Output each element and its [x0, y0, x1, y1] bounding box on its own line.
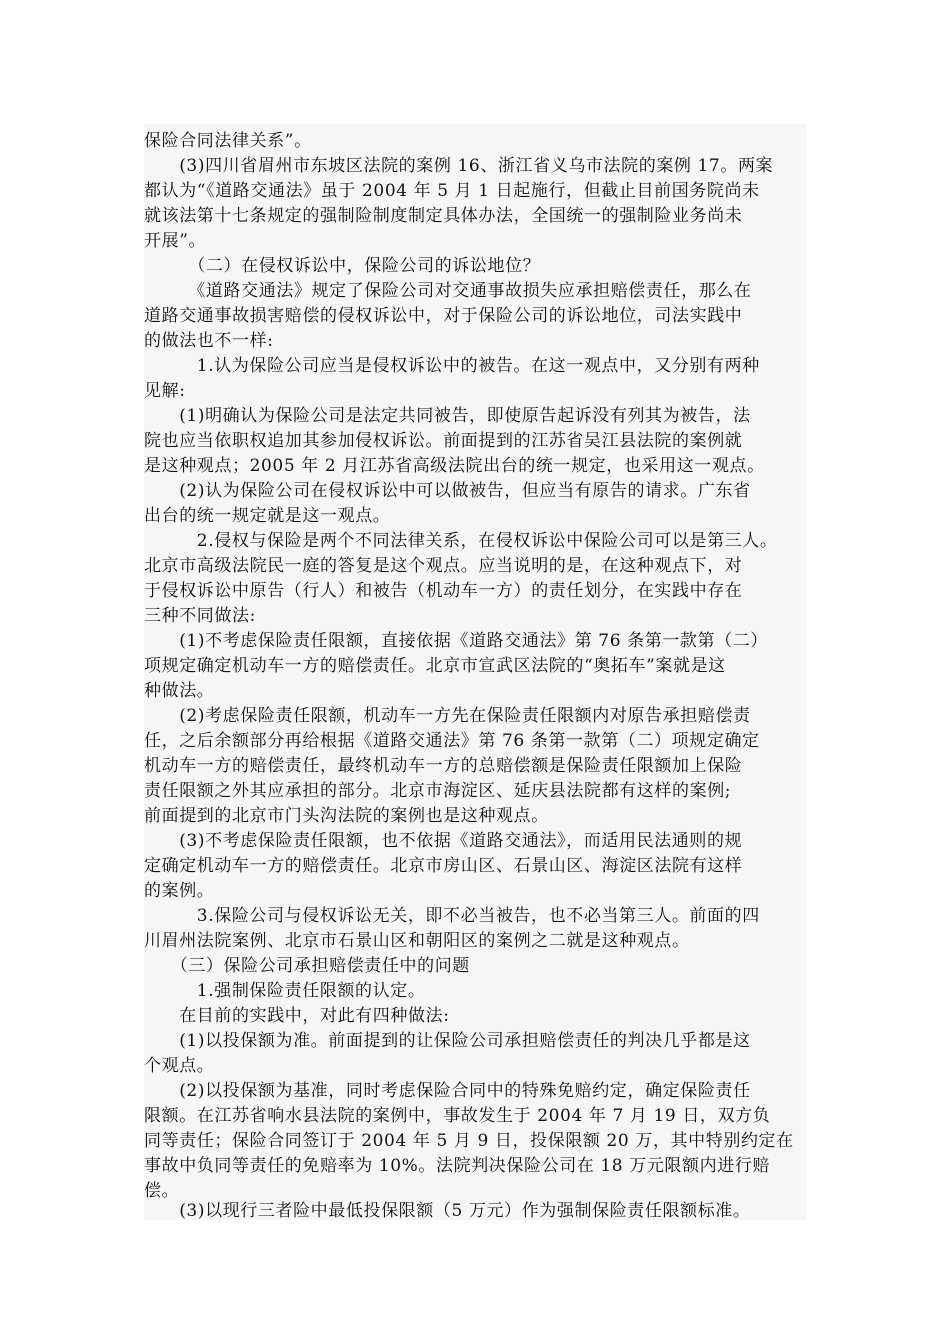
text-line: 道路交通事故损害赔偿的侵权诉讼中，对于保险公司的诉讼地位，司法实践中 [144, 306, 743, 326]
text-line: 个观点。 [144, 1056, 215, 1076]
text-line: (1)以投保额为准。前面提到的让保险公司承担赔偿责任的判决几乎都是这 [144, 1031, 751, 1051]
text-line: 见解: [144, 381, 186, 401]
text-line: 1.强制保险责任限额的认定。 [144, 981, 426, 1001]
section-heading: （二）在侵权诉讼中，保险公司的诉讼地位？ [144, 256, 541, 276]
text-line: 《道路交通法》规定了保险公司对交通事故损失应承担赔偿责任，那么在 [144, 281, 752, 301]
text-line: 任，之后余额部分再给根据《道路交通法》第 76 条第一款第（二）项规定确定 [144, 731, 760, 751]
text-line: 前面提到的北京市门头沟法院的案例也是这种观点。 [144, 806, 549, 826]
text-line: 定确定机动车一方的赔偿责任。北京市房山区、石景山区、海淀区法院有这样 [144, 856, 743, 876]
text-line: (2)以投保额为基准，同时考虑保险合同中的特殊免赔约定，确定保险责任 [144, 1081, 751, 1101]
text-line: 项规定确定机动车一方的赔偿责任。北京市宣武区法院的“奥拓车”案就是这 [144, 656, 726, 676]
text-line: 院也应当依职权追加其参加侵权诉讼。前面提到的江苏省吴江县法院的案例就 [144, 431, 743, 451]
text-line: 责任限额之外其应承担的部分。北京市海淀区、延庆县法院都有这样的案例; [144, 781, 732, 801]
text-line: (2)认为保险公司在侵权诉讼中可以做被告，但应当有原告的请求。广东省 [144, 481, 751, 501]
text-line: 偿。 [144, 1181, 180, 1201]
text-line: 同等责任；保险合同签订于 2004 年 5 月 9 日，投保限额 20 万，其中特别约定在 [144, 1131, 794, 1151]
text-line: 机动车一方的赔偿责任，最终机动车一方的总赔偿额是保险责任限额加上保险 [144, 756, 743, 776]
text-line: (2)考虑保险责任限额，机动车一方先在保险责任限额内对原告承担赔偿责 [144, 706, 751, 726]
text-line: 2.侵权与保险是两个不同法律关系，在侵权诉讼中保险公司可以是第三人。 [144, 531, 778, 551]
text-line: 的案例。 [144, 881, 215, 901]
section-heading: （三）保险公司承担赔偿责任中的问题 [144, 956, 470, 976]
text-line: 川眉州法院案例、北京市石景山区和朝阳区的案例之二就是这种观点。 [144, 931, 690, 951]
text-line: 的做法也不一样: [144, 331, 274, 351]
text-line: 出台的统一规定就是这一观点。 [144, 506, 391, 526]
text-line: 事故中负同等责任的免赔率为 10%。法院判决保险公司在 18 万元限额内进行赔 [144, 1156, 771, 1176]
text-line: 开展”。 [144, 231, 207, 251]
text-line: 限额。在江苏省响水县法院的案例中，事故发生于 2004 年 7 月 19 日，双方负 [144, 1106, 771, 1126]
text-line: (1)不考虑保险责任限额，直接依据《道路交通法》第 76 条第一款第（二） [144, 631, 768, 651]
text-line: 种做法。 [144, 681, 215, 701]
text-line: (3)以现行三者险中最低投保限额（5 万元）作为强制保险责任限额标准。 [144, 1201, 751, 1221]
text-line: 1.认为保险公司应当是侵权诉讼中的被告。在这一观点中，又分别有两种 [144, 356, 760, 376]
text-line: 3.保险公司与侵权诉讼无关，即不必当被告，也不必当第三人。前面的四 [144, 906, 760, 926]
text-line: 就该法第十七条规定的强制险制度制定具体办法，全国统一的强制险业务尚未 [144, 206, 743, 226]
text-line: 在目前的实践中，对此有四种做法: [144, 1006, 450, 1026]
text-line: 都认为“《道路交通法》虽于 2004 年 5 月 1 日起施行，但截止目前国务院尚未 [144, 181, 760, 201]
text-line: (3)四川省眉州市东坡区法院的案例 16、浙江省义乌市法院的案例 17。两案 [144, 156, 774, 176]
text-line: (1)明确认为保险公司是法定共同被告，即使原告起诉没有列其为被告，法 [144, 406, 751, 426]
text-line: 北京市高级法院民一庭的答复是这个观点。应当说明的是，在这种观点下，对 [144, 556, 743, 576]
text-line: 保险合同法律关系”。 [144, 131, 312, 151]
text-line: 是这种观点；2005 年 2 月江苏省高级法院出台的统一规定，也采用这一观点。 [144, 456, 765, 476]
text-line: 于侵权诉讼中原告（行人）和被告（机动车一方）的责任划分，在实践中存在 [144, 581, 743, 601]
text-line: 三种不同做法: [144, 606, 256, 626]
text-line: (3)不考虑保险责任限额，也不依据《道路交通法》，而适用民法通则的规 [144, 831, 743, 851]
